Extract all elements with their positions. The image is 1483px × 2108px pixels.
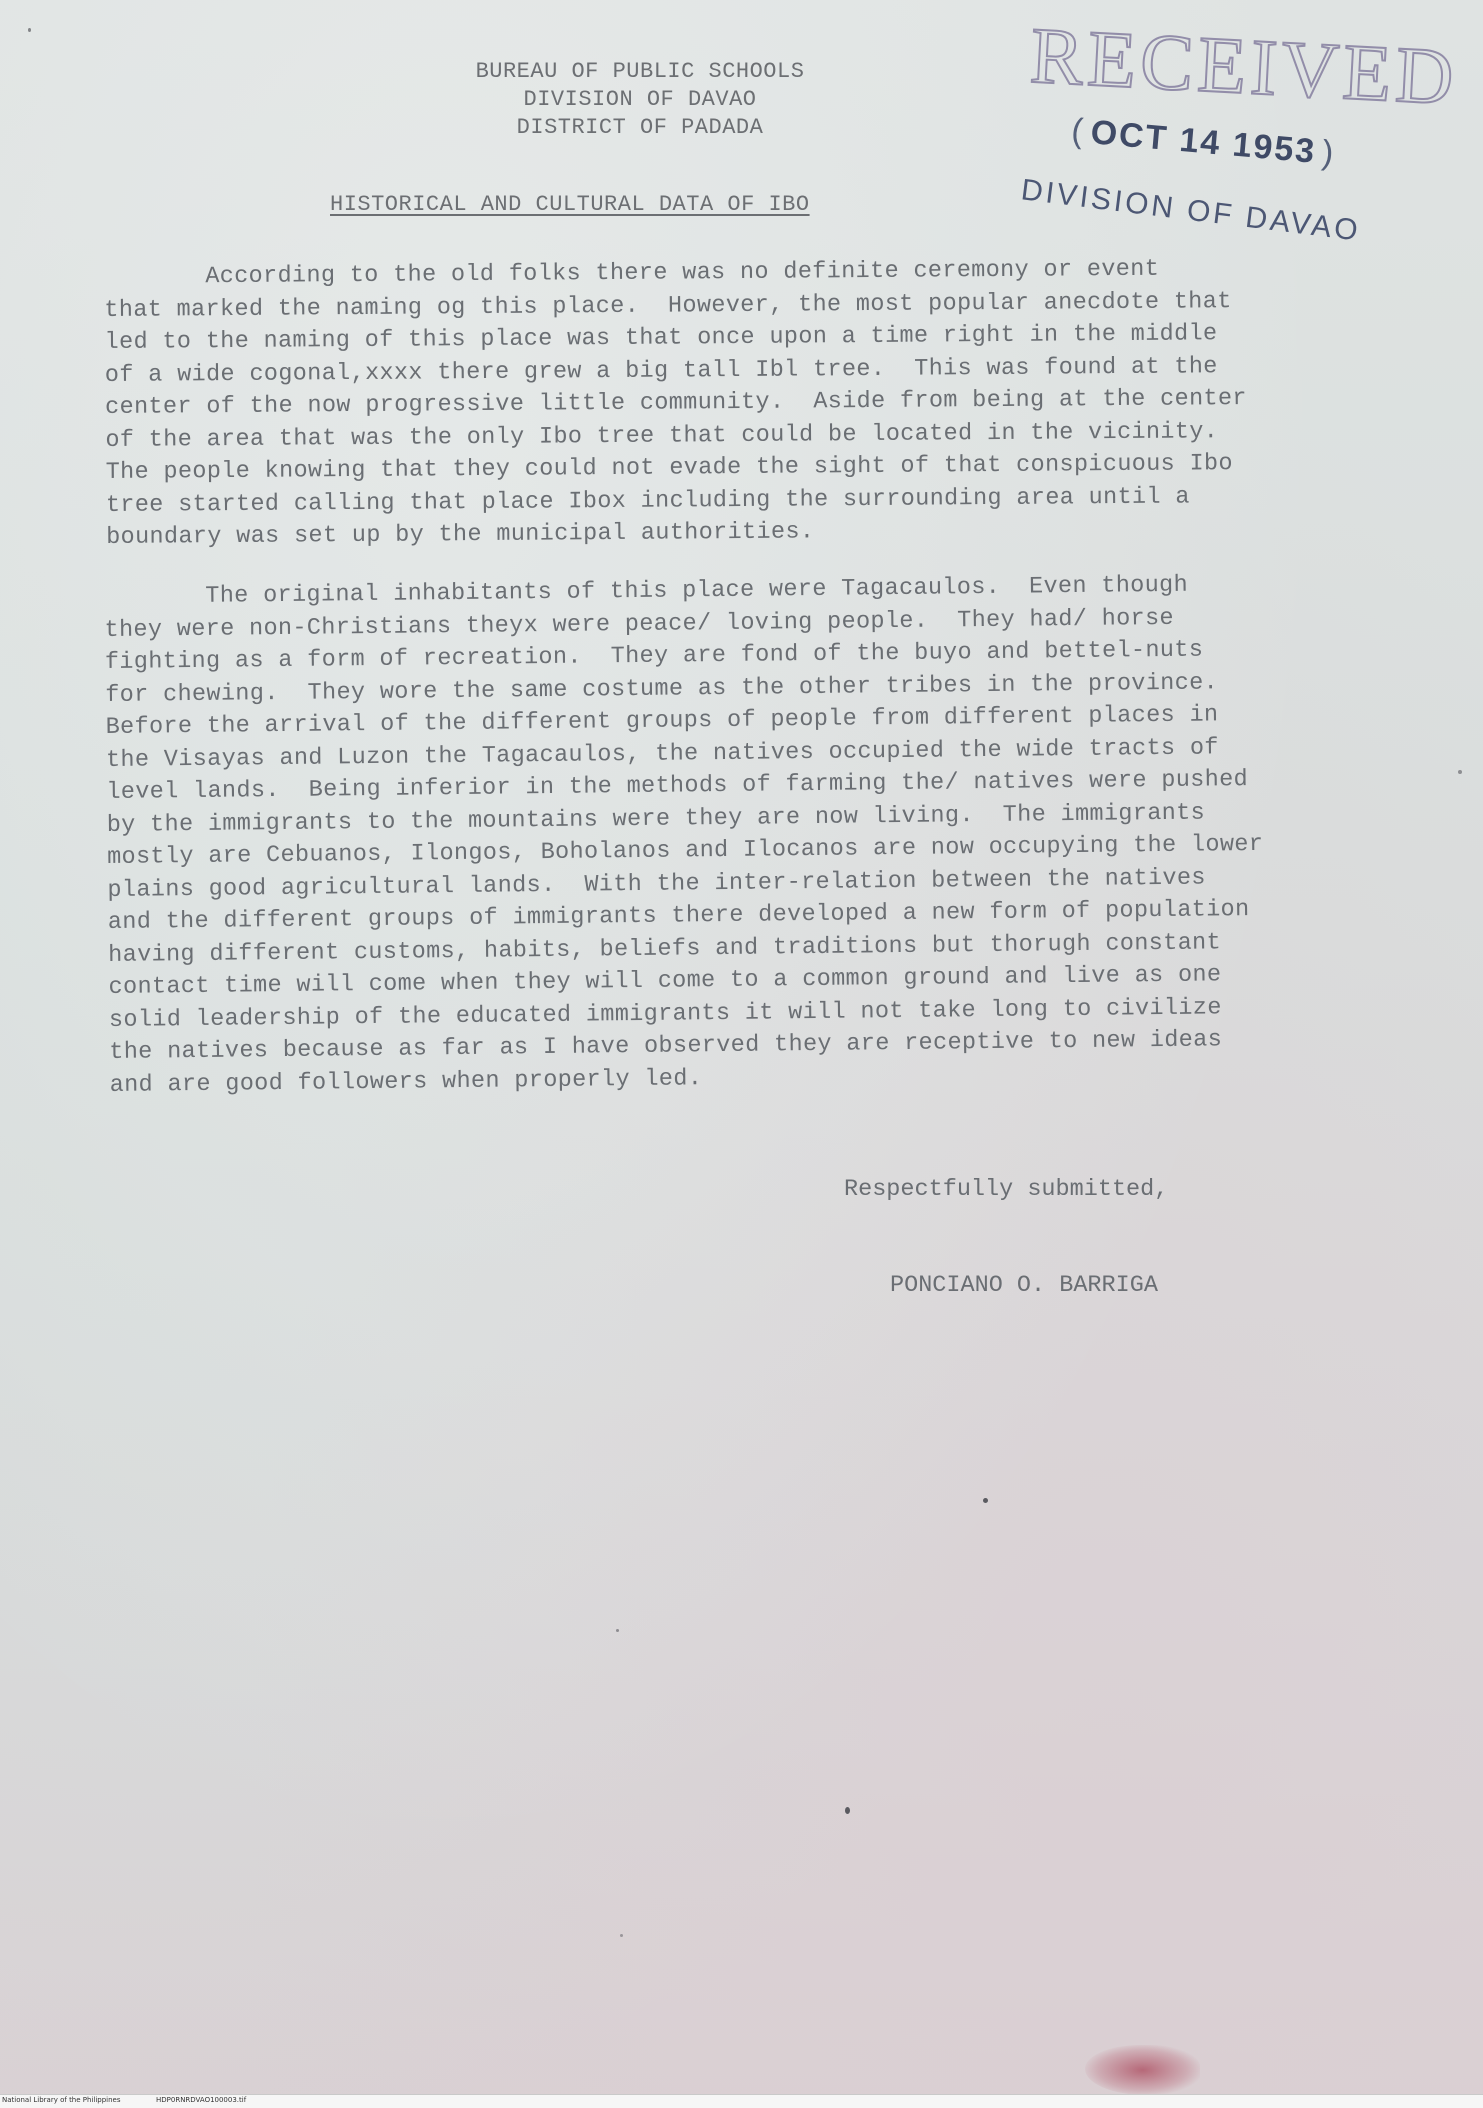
footer-source: National Library of the Philippines bbox=[2, 2096, 121, 2104]
letterhead bbox=[440, 58, 840, 142]
ink-speck bbox=[845, 1807, 850, 1814]
text-line: of a wide cogonal,xxxx there grew a big tall Ibl tree. This was found at the bbox=[104, 352, 1218, 389]
paragraph-origin-of-name bbox=[104, 252, 1406, 555]
stamp-paren-open: ( bbox=[1069, 111, 1087, 151]
division-stamp: DIVISION OF DAVAO bbox=[1019, 173, 1363, 248]
text-line: center of the now progressive little community. Aside from being at the center bbox=[105, 385, 1247, 421]
letterhead-district: DISTRICT OF PADADA bbox=[516, 115, 764, 140]
received-date-stamp bbox=[1064, 111, 1343, 174]
text-line: solid leadership of the educated immigrants it will not take long to civilize bbox=[108, 993, 1222, 1034]
text-line: the Visayas and Luzon the Tagacaulos, the natives occupied the wide tracts of bbox=[105, 733, 1219, 774]
ink-speck bbox=[620, 1934, 623, 1937]
text-line: level lands. Being inferior in the methods of farming the/ natives were pushed bbox=[106, 766, 1249, 806]
closing-salutation: Respectfully submitted, bbox=[844, 1176, 1169, 1203]
text-line: of the area that was the only Ibo tree that could be located in the vicinity. bbox=[105, 417, 1219, 454]
text-line: and the different groups of immigrants there developed a new form of population bbox=[107, 896, 1250, 936]
letterhead-bureau: BUREAU OF PUBLIC SCHOOLS bbox=[475, 59, 805, 84]
scan-footer bbox=[0, 2094, 1483, 2108]
text-line: Before the arrival of the different groups of people from different places in bbox=[105, 701, 1219, 741]
text-line: the natives because as far as I have observed they are receptive to new ideas bbox=[109, 1026, 1223, 1066]
stamp-date: OCT 14 1953 bbox=[1089, 113, 1318, 171]
text-line: mostly are Cebuanos, Ilongos, Boholanos and Ilocanos are now occupying the lower bbox=[106, 830, 1264, 871]
document-title: HISTORICAL AND CULTURAL DATA OF IBO bbox=[330, 192, 810, 217]
red-ink-blot bbox=[1085, 2045, 1200, 2095]
received-stamp: RECEIVED bbox=[1028, 11, 1460, 123]
text-line: they were non-Christians theyx were peace/ loving people. They had/ horse bbox=[104, 604, 1175, 644]
text-line: by the immigrants to the mountains were they are now living. The immigrants bbox=[106, 799, 1206, 839]
author-signature: PONCIANO O. BARRIGA bbox=[890, 1272, 1158, 1299]
letterhead-division: DIVISION OF DAVAO bbox=[523, 87, 757, 112]
text-line: fighting as a form of recreation. They are fond of the buyo and bettel-nuts bbox=[104, 636, 1204, 676]
ink-speck bbox=[616, 1629, 619, 1632]
text-line: and are good followers when properly led. bbox=[109, 1064, 703, 1099]
text-line: that marked the naming og this place. However, the most popular anecdote that bbox=[104, 287, 1232, 324]
ink-speck bbox=[983, 1498, 988, 1503]
stamp-paren-close: ) bbox=[1320, 133, 1337, 173]
text-line: boundary was set up by the municipal authorities. bbox=[106, 518, 815, 551]
text-line: led to the naming of this place was that once upon a time right in the middle bbox=[104, 320, 1218, 356]
text-line: plains good agricultural lands. With the inter-relation between the natives bbox=[107, 864, 1206, 904]
text-line: tree started calling that place Ibox including the surrounding area until a bbox=[105, 482, 1190, 519]
text-line: for chewing. They wore the same costume as the other tribes in the province. bbox=[105, 668, 1219, 709]
text-line: having different customs, habits, beliefs and traditions but thorugh constant bbox=[108, 928, 1222, 969]
ink-speck bbox=[28, 28, 31, 32]
text-line: According to the old folks there was no definite ceremony or event bbox=[104, 255, 1160, 291]
ink-speck bbox=[1458, 770, 1462, 774]
text-line: contact time will come when they will come to a common ground and live as one bbox=[108, 961, 1222, 1001]
text-line: The people knowing that they could not evade the sight of that conspicuous Ibo bbox=[105, 450, 1234, 486]
paragraph-inhabitants bbox=[104, 567, 1410, 1102]
footer-filename: HDP0RNRDVAO100003.tif bbox=[156, 2096, 247, 2104]
text-line: The original inhabitants of this place were Tagacaulos. Even though bbox=[104, 571, 1189, 611]
